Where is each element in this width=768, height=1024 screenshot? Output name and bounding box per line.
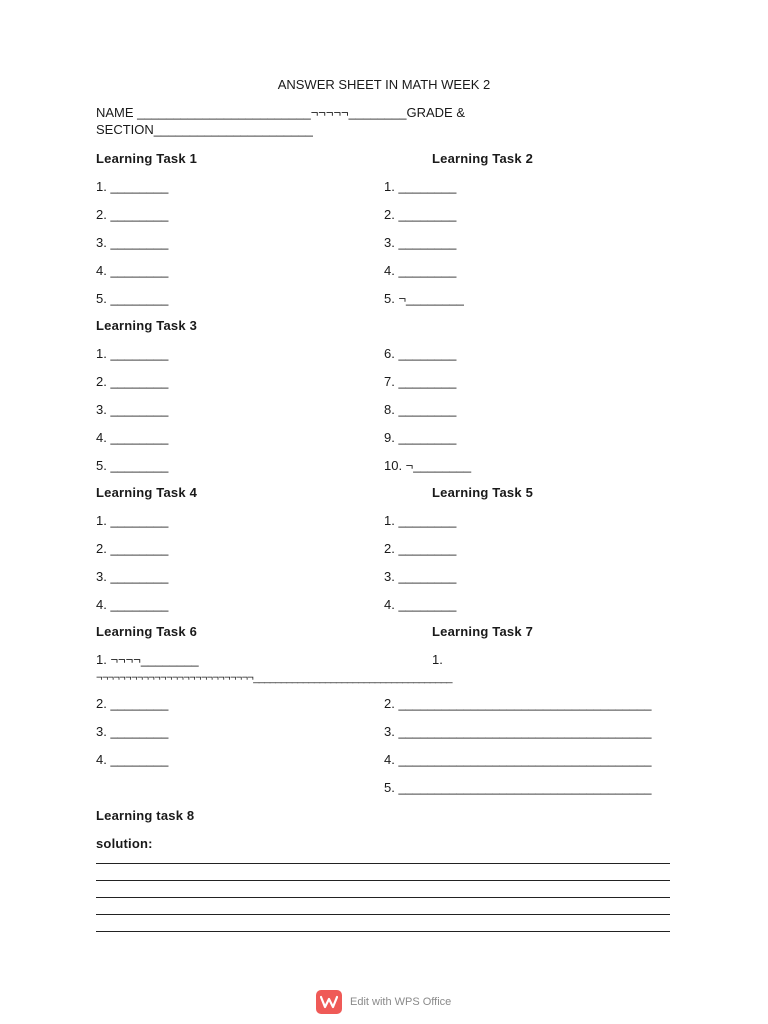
wps-w-icon [316,990,342,1014]
page-title: ANSWER SHEET IN MATH WEEK 2 [277,77,491,92]
task6-item: 2. ________ [96,696,169,711]
task7-item: 1. [432,652,443,667]
task7-item: 5. ___________________________________ [384,780,652,795]
task2-item: 2. ________ [384,207,457,222]
task1-item: 1. ________ [96,179,169,194]
task3-item: 7. ________ [384,374,457,389]
task7-item: 3. ___________________________________ [384,724,652,739]
task5-item: 1. ________ [384,513,457,528]
task5-item: 2. ________ [384,541,457,556]
solution-line [96,880,670,881]
wps-footer[interactable] [316,990,451,1014]
task2-heading: Learning Task 2 [432,151,534,166]
task2-item: 3. ________ [384,235,457,250]
task1-item: 4. ________ [96,263,169,278]
task7-heading: Learning Task 7 [432,624,534,639]
solution-line [96,863,670,864]
task3-item: 5. ________ [96,458,169,473]
section-line: SECTION______________________ [96,122,313,137]
task4-item: 3. ________ [96,569,169,584]
task7-item: 4. ___________________________________ [384,752,652,767]
task4-item: 2. ________ [96,541,169,556]
wps-footer-text[interactable]: Edit with WPS Office [350,996,452,1008]
task4-item: 4. ________ [96,597,169,612]
task5-item: 4. ________ [384,597,457,612]
task3-item: 1. ________ [96,346,169,361]
task3-item: 10. ¬________ [384,458,472,473]
task3-heading: Learning Task 3 [96,318,198,333]
solution-label: solution: [96,836,153,851]
task6-item: 1. ¬¬¬¬________ [96,652,199,667]
task1-item: 5. ________ [96,291,169,306]
task5-heading: Learning Task 5 [432,485,534,500]
task1-item: 2. ________ [96,207,169,222]
task6-item: 3. ________ [96,724,169,739]
task3-item: 2. ________ [96,374,169,389]
solution-line [96,914,670,915]
task6-heading: Learning Task 6 [96,624,198,639]
solution-line [96,931,670,932]
task3-item: 9. ________ [384,430,457,445]
name-grade-line: NAME ________________________¬¬¬¬¬________GRADE & [96,105,466,120]
task5-item: 3. ________ [384,569,457,584]
task3-item: 6. ________ [384,346,457,361]
task4-heading: Learning Task 4 [96,485,198,500]
solution-line [96,897,670,898]
task4-item: 1. ________ [96,513,169,528]
task3-item: 3. ________ [96,402,169,417]
task8-heading: Learning task 8 [96,808,195,823]
task7-item: 2. ___________________________________ [384,696,652,711]
task1-heading: Learning Task 1 [96,151,198,166]
task1-item: 3. ________ [96,235,169,250]
task3-item: 4. ________ [96,430,169,445]
task6-item: 4. ________ [96,752,169,767]
task7-wrap-line: ¬¬¬¬¬¬¬¬¬¬¬¬¬¬¬¬¬¬¬¬¬¬¬¬¬¬¬____________________________________ [96,672,452,684]
task2-item: 4. ________ [384,263,457,278]
task2-item: 1. ________ [384,179,457,194]
task3-item: 8. ________ [384,402,457,417]
task2-item: 5. ¬________ [384,291,464,306]
